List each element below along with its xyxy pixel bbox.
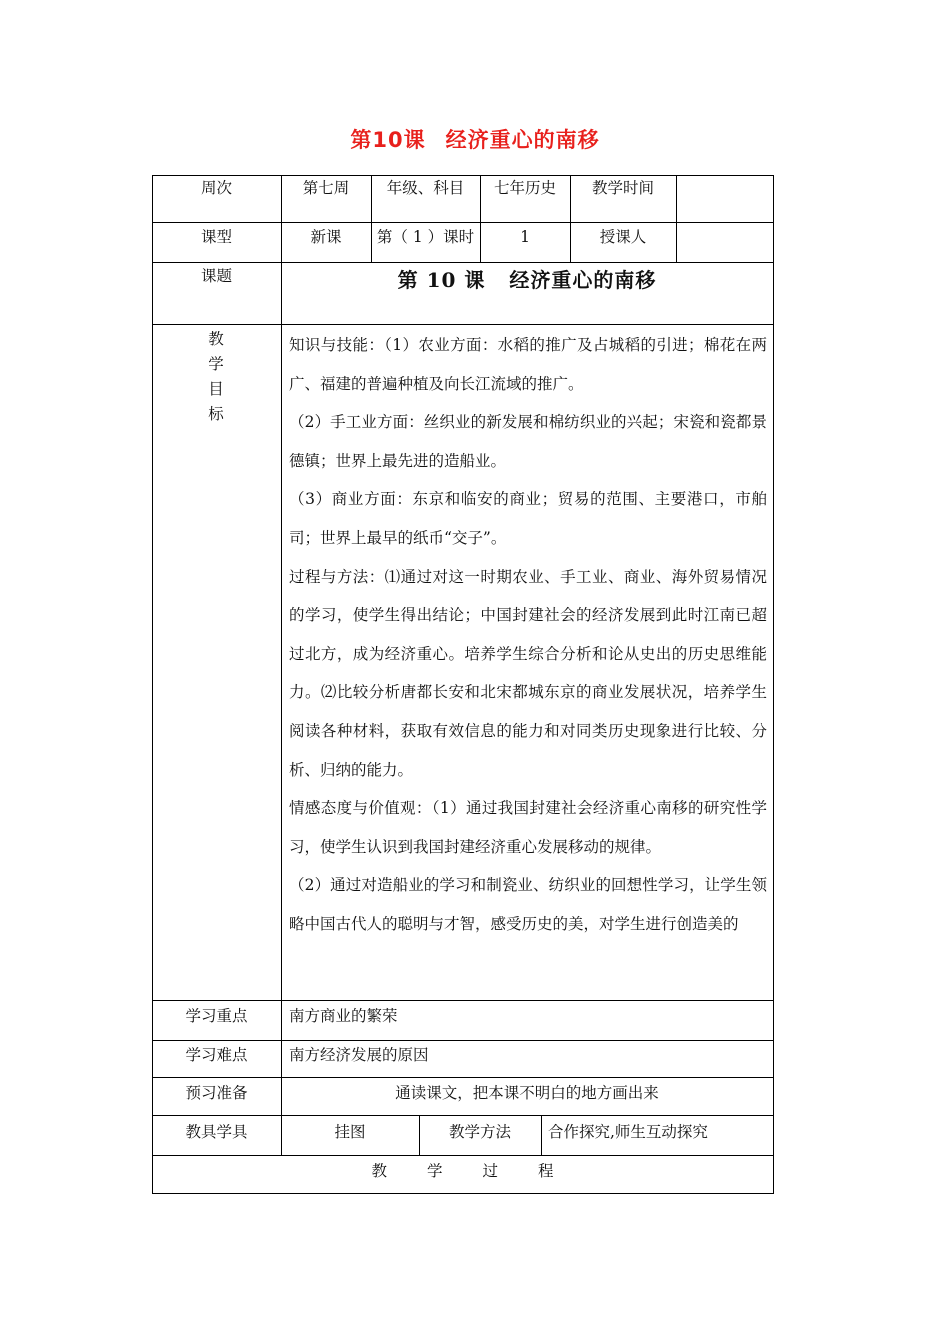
teaching-process-heading: 教 学 过 程 (371, 1162, 554, 1180)
key-points-value: 南方商业的繁荣 (289, 1007, 398, 1025)
title-lesson: 第10课 (350, 128, 426, 152)
lesson-type-label: 课型 (200, 228, 232, 246)
method-value: 合作探究,师生互动探究 (548, 1123, 708, 1141)
objective-paragraph: 情感态度与价值观：（1）通过我国封建社会经济重心南移的研究性学习，使学生认识到我国封建经济重心发展移动的规律。 (289, 799, 767, 856)
preview-label: 预习准备 (185, 1084, 248, 1102)
lesson-topic-heading (281, 264, 773, 293)
lesson-number: 第 10 课 (397, 268, 486, 292)
period-label: 第（ 1 ）课时 (376, 228, 475, 246)
objective-paragraph: 知识与技能：（1）农业方面：水稻的推广及占城稻的引进；棉花在两广、福建的普遍种植及向长江流域的推广。 (289, 336, 767, 393)
week-label: 周次 (200, 179, 232, 197)
objective-paragraph: （2）通过对造船业的学习和制瓷业、纺织业的回想性学习，让学生领略中国古代人的聪明与才智，感受历史的美，对学生进行创造美的 (289, 876, 767, 933)
objectives-content (289, 326, 767, 944)
objectives-label: 教 学 目 标 (208, 330, 224, 423)
page-title (0, 124, 950, 154)
tools-label: 教具学具 (185, 1123, 248, 1141)
lesson-type-value: 新课 (310, 228, 342, 246)
tools-value: 挂图 (334, 1123, 366, 1141)
objective-paragraph: （2）手工业方面：丝织业的新发展和棉纺织业的兴起；宋瓷和瓷都景德镇；世界上最先进的造船业。 (289, 413, 767, 470)
grade-subject-value: 七年历史 (493, 179, 556, 197)
teacher-label: 授课人 (599, 228, 647, 246)
week-value: 第七周 (302, 179, 350, 197)
preview-value: 通读课文，把本课不明白的地方画出来 (395, 1084, 659, 1102)
difficulties-value: 南方经济发展的原因 (289, 1046, 429, 1064)
method-label: 教学方法 (448, 1123, 511, 1141)
period-value: 1 (520, 228, 530, 246)
grade-subject-label: 年级、科目 (386, 179, 465, 197)
key-points-label: 学习重点 (185, 1007, 248, 1025)
teaching-time-label: 教学时间 (591, 179, 654, 197)
difficulties-label: 学习难点 (185, 1046, 248, 1064)
objective-paragraph: （3）商业方面：东京和临安的商业；贸易的范围、主要港口，市舶司；世界上最早的纸币“交子”。 (289, 490, 767, 547)
title-topic: 经济重心的南移 (445, 128, 600, 152)
objective-paragraph: 过程与方法：⑴通过对这一时期农业、手工业、商业、海外贸易情况的学习，使学生得出结论；中国封建社会的经济发展到此时江南已超过北方，成为经济重心。培养学生综合分析和论从史出的历史思维能力。⑵比较分析唐都长安和北宋都城东京的商业发展状况，培养学生阅读各种材料，获取有效信息的能力和对同类历史现象进行比较、分析、归纳的能力。 (289, 567, 767, 779)
lesson-topic: 经济重心的南移 (509, 268, 657, 292)
topic-label: 课题 (200, 267, 232, 285)
